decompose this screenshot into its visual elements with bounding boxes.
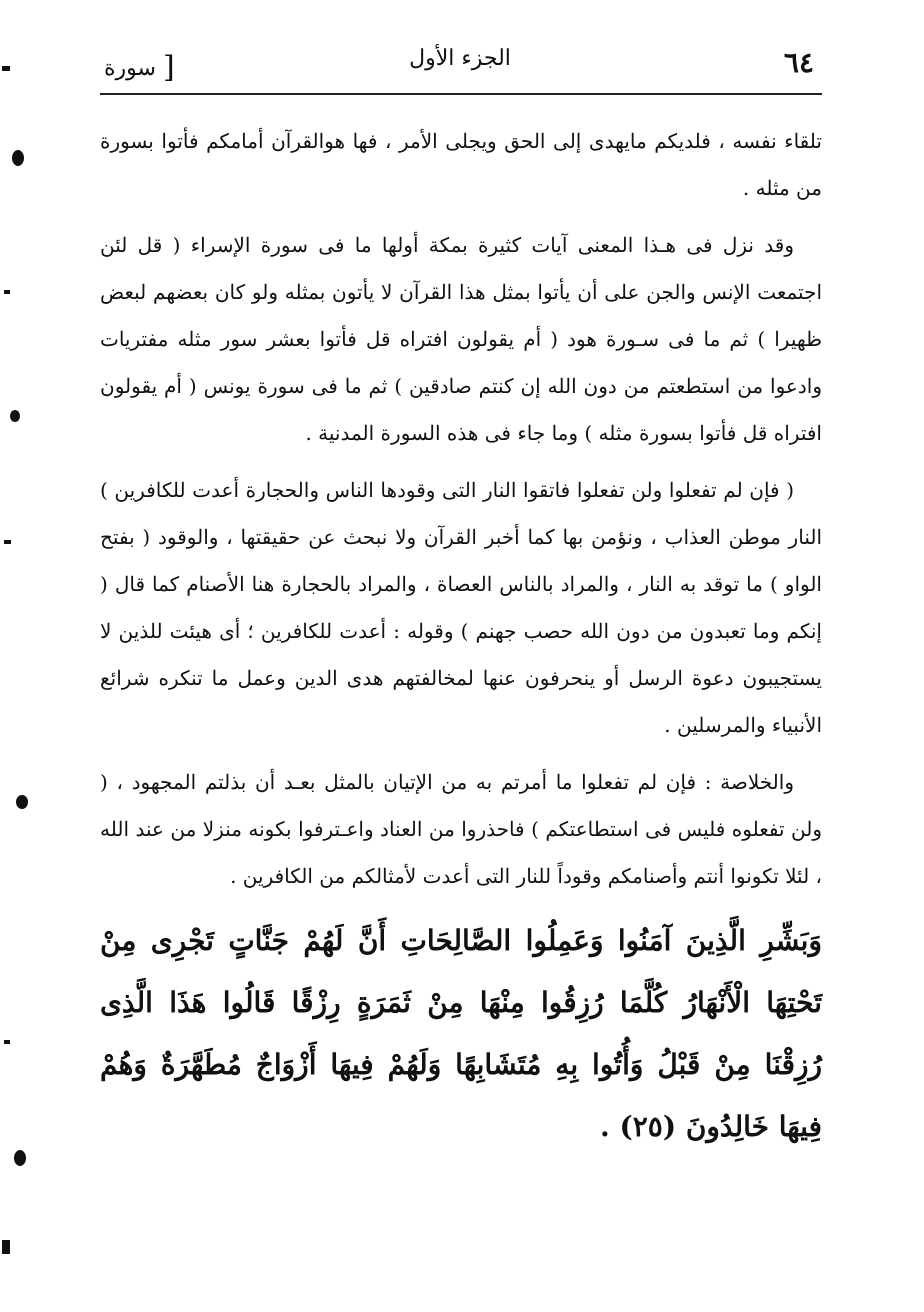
surah-bracket: [ xyxy=(162,50,175,85)
scan-speck xyxy=(16,795,28,809)
scan-speck xyxy=(12,150,24,166)
scan-speck xyxy=(4,1040,10,1044)
scan-speck xyxy=(2,66,10,71)
paragraph-3: ( فإن لم تفعلوا ولن تفعلوا فاتقوا النار التى وقودها الناس والحجارة أعدت للكافرين ) النار موطن العذاب ، ونؤمن بها كما أخبر القرآن ولا نبحث عن حقيقتها ، والوقود ( بفتح الواو ) ما توقد به النار ، والمراد بالناس العصاة ، والمراد بالحجارة هنا الأصنام كما قال ( إنكم وما تعبدون من دون الله حصب جهنم ) وقوله : أعدت للكافرين ؛ أى هيئت للذين لا يستجيبون دعوة الرسل أو ينحرفون عنها لمخالفتهم هدى الدين وعمل ما تنكره شرائع الأنبياء والمرسلين . xyxy=(100,478,822,737)
part-title: الجزء الأول xyxy=(409,46,511,71)
paragraph-2: وقد نزل فى هـذا المعنى آيات كثيرة بمكة أولها ما فى سورة الإسراء ( قل لئن اجتمعت الإنس والجن على أن يأتوا بمثل هذا القرآن لا يأتون بمثله ولو كان بعضهم لبعض ظهيرا ) ثم ما فى سـورة هود ( أم يقولون افتراه قل فأتوا بعشر سور مثله مفتريات وادعوا من استطعتم من دون الله إن كنتم صادقين ) ثم ما فى سورة يونس ( أم يقولون افتراه قل فأتوا بسورة مثله ) وما جاء فى هذه السورة المدنية . xyxy=(100,233,822,445)
scan-speck xyxy=(4,290,10,294)
scan-speck xyxy=(4,540,11,544)
surah-label xyxy=(104,48,175,83)
header-rule xyxy=(100,93,822,95)
page-header xyxy=(100,40,820,90)
page-body xyxy=(100,118,822,1186)
paragraph-4: والخلاصة : فإن لم تفعلوا ما أمرتم به من الإتيان بالمثل بعـد أن بذلتم المجهود ، ( ولن تفعلوه فليس فى استطاعتكم ) فاحذروا من العناد واعـترفوا بكونه منزلا من عند الله ، لئلا تكونوا أنتم وأصنامكم وقوداً للنار التى أعدت لأمثالكم من الكافرين . xyxy=(100,770,822,888)
scan-speck xyxy=(14,1150,26,1166)
page-number: ٦٤ xyxy=(783,46,814,79)
scan-speck xyxy=(2,1240,10,1254)
paragraph-1: تلقاء نفسه ، فلديكم مايهدى إلى الحق ويجلى الأمر ، فها هوالقرآن أمامكم فأتوا بسورة من مثله . xyxy=(100,129,822,200)
scan-speck xyxy=(10,410,20,422)
quran-verse: وَبَشِّرِ الَّذِينَ آمَنُوا وَعَمِلُوا الصَّالِحَاتِ أَنَّ لَهُمْ جَنَّاتٍ تَجْرِى مِنْ تَحْتِهَا الْأَنْهَارُ كُلَّمَا رُزِقُوا مِنْهَا مِنْ ثَمَرَةٍ رِزْقًا قَالُوا هَذَا الَّذِى رُزِقْنَا مِنْ قَبْلُ وَأُتُوا بِهِ مُتَشَابِهًا وَلَهُمْ فِيهَا أَزْوَاجٌ مُطَهَّرَةٌ وَهُمْ فِيهَا خَالِدُونَ (٢٥) . xyxy=(100,924,822,1143)
surah-label-text: سورة xyxy=(104,56,156,81)
